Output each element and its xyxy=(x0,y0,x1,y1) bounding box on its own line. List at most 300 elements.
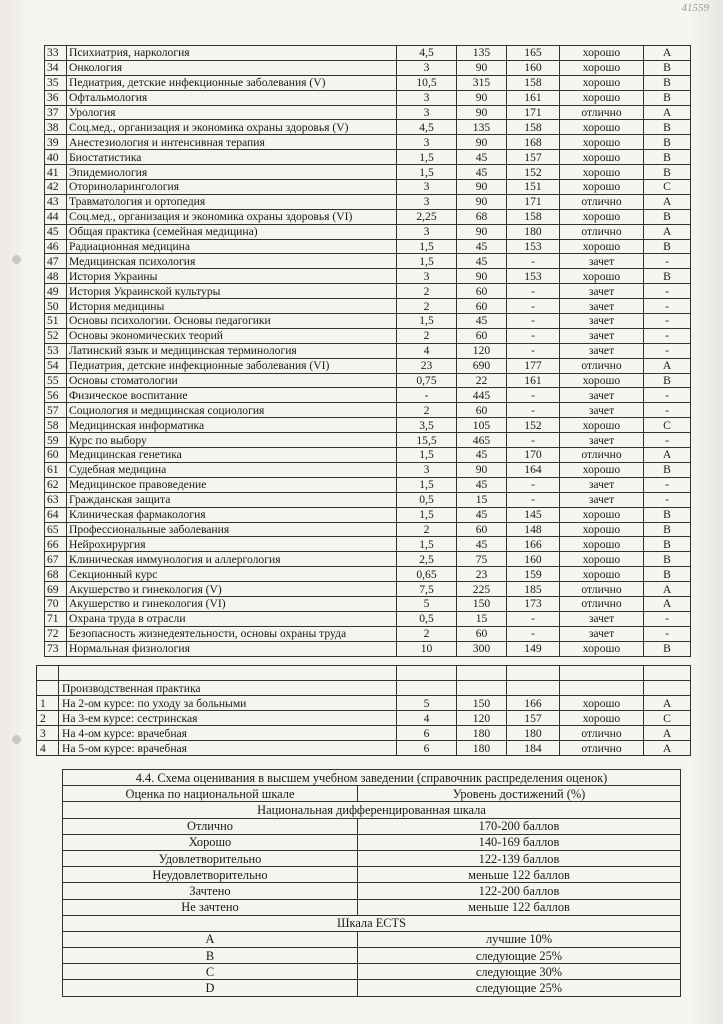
row-number: 56 xyxy=(45,388,67,403)
subject-name: Оториноларингология xyxy=(67,180,397,195)
subject-name: Общая практика (семейная медицина) xyxy=(67,224,397,239)
grade-cell: зачет xyxy=(560,328,644,343)
ects-cell: - xyxy=(644,328,691,343)
subject-name: На 3-ем курсе: сестринская xyxy=(59,711,397,726)
score-cell: 161 xyxy=(507,373,560,388)
score-cell: - xyxy=(507,314,560,329)
hours-cell: 45 xyxy=(457,477,507,492)
credits-cell: 2 xyxy=(397,403,457,418)
national-grade-row xyxy=(63,818,681,834)
subject-name: Педиатрия, детские инфекционные заболевания (VI) xyxy=(67,358,397,373)
score-cell: - xyxy=(507,433,560,448)
credits-cell: 3 xyxy=(397,180,457,195)
credits-cell: 3 xyxy=(397,90,457,105)
national-grade-row xyxy=(63,850,681,866)
ects-cell: A xyxy=(644,596,691,611)
grade-cell: хорошо xyxy=(560,537,644,552)
score-cell: 159 xyxy=(507,567,560,582)
ects-cell: - xyxy=(644,492,691,507)
row-number: 39 xyxy=(45,135,67,150)
grade-cell: хорошо xyxy=(560,711,644,726)
course-row xyxy=(45,105,691,120)
ects-cell: B xyxy=(644,522,691,537)
row-number: 69 xyxy=(45,582,67,597)
subject-name: Социология и медицинская социология xyxy=(67,403,397,418)
subject-name: Соц.мед., организация и экономика охраны здоровья (V) xyxy=(67,120,397,135)
grade-cell: хорошо xyxy=(560,60,644,75)
subject-name: Медицинская психология xyxy=(67,254,397,269)
score-cell: 171 xyxy=(507,194,560,209)
score-cell: 180 xyxy=(507,224,560,239)
subject-name: Офтальмология xyxy=(67,90,397,105)
credits-cell: 0,5 xyxy=(397,492,457,507)
course-row xyxy=(45,537,691,552)
credits-cell: 1,5 xyxy=(397,537,457,552)
course-row xyxy=(45,180,691,195)
subject-name: История медицины xyxy=(67,299,397,314)
grade-cell: зачет xyxy=(560,433,644,448)
credits-cell: 1,5 xyxy=(397,314,457,329)
ects-cell: - xyxy=(644,299,691,314)
ects-cell: A xyxy=(644,358,691,373)
grade-cell: хорошо xyxy=(560,46,644,61)
ects-cell: A xyxy=(644,224,691,239)
hours-cell: 45 xyxy=(457,448,507,463)
row-number: 40 xyxy=(45,150,67,165)
hours-cell: 300 xyxy=(457,641,507,656)
credits-cell: 1,5 xyxy=(397,477,457,492)
subject-name: Гражданская защита xyxy=(67,492,397,507)
subject-name: Медицинская информатика xyxy=(67,418,397,433)
grade-cell: отлично xyxy=(560,726,644,741)
course-row xyxy=(45,165,691,180)
hours-cell: 45 xyxy=(457,254,507,269)
course-row xyxy=(45,641,691,656)
hours-cell: 68 xyxy=(457,209,507,224)
credits-cell: 5 xyxy=(397,696,457,711)
course-row xyxy=(45,626,691,641)
national-scale-header: Национальная дифференцированная шкала xyxy=(63,802,681,818)
score-cell: 157 xyxy=(507,711,560,726)
course-row xyxy=(45,403,691,418)
credits-cell: 2 xyxy=(397,522,457,537)
hours-cell: 45 xyxy=(457,314,507,329)
ects-cell: - xyxy=(644,477,691,492)
score-cell: 160 xyxy=(507,552,560,567)
subject-name: Эпидемиология xyxy=(67,165,397,180)
credits-cell: 4 xyxy=(397,711,457,726)
corner-note: 41559 xyxy=(681,2,709,14)
ects-cell: - xyxy=(644,343,691,358)
practice-table xyxy=(36,665,691,756)
credits-cell: 3 xyxy=(397,224,457,239)
score-cell: - xyxy=(507,626,560,641)
grade-cell: отлично xyxy=(560,582,644,597)
credits-cell: 6 xyxy=(397,741,457,756)
course-row xyxy=(45,284,691,299)
score-cell: 166 xyxy=(507,696,560,711)
hours-cell: 120 xyxy=(457,343,507,358)
hours-cell: 445 xyxy=(457,388,507,403)
row-number: 65 xyxy=(45,522,67,537)
ects-cell: C xyxy=(644,418,691,433)
ects-cell: B xyxy=(644,90,691,105)
subject-name: Анестезиология и интенсивная терапия xyxy=(67,135,397,150)
row-number: 49 xyxy=(45,284,67,299)
grade-cell: хорошо xyxy=(560,507,644,522)
credits-cell: 1,5 xyxy=(397,448,457,463)
punch-hole xyxy=(12,735,21,744)
subject-name: Охрана труда в отрасли xyxy=(67,611,397,626)
row-number: 70 xyxy=(45,596,67,611)
hours-cell: 90 xyxy=(457,60,507,75)
grade-cell: отлично xyxy=(560,448,644,463)
row-number: 62 xyxy=(45,477,67,492)
credits-cell: 1,5 xyxy=(397,239,457,254)
credits-cell: 3 xyxy=(397,135,457,150)
ects-scale-header: Шкала ECTS xyxy=(63,915,681,931)
row-number: 57 xyxy=(45,403,67,418)
ects-cell: A xyxy=(644,696,691,711)
course-row xyxy=(45,552,691,567)
course-row xyxy=(45,343,691,358)
hours-cell: 45 xyxy=(457,165,507,180)
hours-cell: 15 xyxy=(457,611,507,626)
row-number: 68 xyxy=(45,567,67,582)
practice-row xyxy=(37,711,691,726)
grade-label: Удовлетворительно xyxy=(63,850,358,866)
score-cell: 158 xyxy=(507,209,560,224)
grade-range: меньше 122 баллов xyxy=(358,899,681,915)
course-row xyxy=(45,388,691,403)
course-row xyxy=(45,46,691,61)
course-row xyxy=(45,299,691,314)
credits-cell: 1,5 xyxy=(397,254,457,269)
credits-cell: 0,65 xyxy=(397,567,457,582)
practice-title-row xyxy=(37,681,691,696)
grade-cell: хорошо xyxy=(560,373,644,388)
score-cell: - xyxy=(507,403,560,418)
row-number: 41 xyxy=(45,165,67,180)
grade-cell: хорошо xyxy=(560,120,644,135)
subject-name: Медицинское правоведение xyxy=(67,477,397,492)
courses-table xyxy=(44,45,691,657)
ects-cell: B xyxy=(644,120,691,135)
grading-header-row xyxy=(63,786,681,802)
grading-title-row xyxy=(63,770,681,786)
course-row xyxy=(45,492,691,507)
subject-name: Радиационная медицина xyxy=(67,239,397,254)
ects-cell: A xyxy=(644,582,691,597)
grade-cell: хорошо xyxy=(560,696,644,711)
row-number: 36 xyxy=(45,90,67,105)
subject-name: Урология xyxy=(67,105,397,120)
ects-cell: - xyxy=(644,626,691,641)
national-scale-header-row xyxy=(63,802,681,818)
subject-name: Медицинская генетика xyxy=(67,448,397,463)
score-cell: - xyxy=(507,477,560,492)
course-row xyxy=(45,358,691,373)
ects-cell: B xyxy=(644,552,691,567)
credits-cell: 15,5 xyxy=(397,433,457,448)
national-grade-row xyxy=(63,899,681,915)
course-row xyxy=(45,507,691,522)
score-cell: 161 xyxy=(507,90,560,105)
hours-cell: 315 xyxy=(457,75,507,90)
score-cell: 151 xyxy=(507,180,560,195)
row-number: 33 xyxy=(45,46,67,61)
hours-cell: 690 xyxy=(457,358,507,373)
grade-cell: хорошо xyxy=(560,641,644,656)
credits-cell: 1,5 xyxy=(397,507,457,522)
score-cell: - xyxy=(507,328,560,343)
row-number: 63 xyxy=(45,492,67,507)
score-cell: 168 xyxy=(507,135,560,150)
score-cell: 170 xyxy=(507,448,560,463)
subject-name: Безопасность жизнедеятельности, основы охраны труда xyxy=(67,626,397,641)
blank-row xyxy=(37,666,691,681)
subject-name: Клиническая иммунология и аллергология xyxy=(67,552,397,567)
row-number: 66 xyxy=(45,537,67,552)
grading-scheme-table xyxy=(62,769,681,997)
course-row xyxy=(45,150,691,165)
hours-cell: 90 xyxy=(457,105,507,120)
ects-cell: - xyxy=(644,433,691,448)
grade-cell: зачет xyxy=(560,314,644,329)
hours-cell: 90 xyxy=(457,269,507,284)
grade-cell: хорошо xyxy=(560,269,644,284)
grade-cell: отлично xyxy=(560,105,644,120)
hours-cell: 23 xyxy=(457,567,507,582)
credits-cell: 1,5 xyxy=(397,165,457,180)
score-cell: 166 xyxy=(507,537,560,552)
grade-cell: хорошо xyxy=(560,522,644,537)
row-number: 35 xyxy=(45,75,67,90)
ects-cell: - xyxy=(644,388,691,403)
subject-name: История Украины xyxy=(67,269,397,284)
hours-cell: 90 xyxy=(457,462,507,477)
hours-cell: 15 xyxy=(457,492,507,507)
score-cell: - xyxy=(507,388,560,403)
row-number: 51 xyxy=(45,314,67,329)
ects-cell: - xyxy=(644,254,691,269)
ects-cell: B xyxy=(644,462,691,477)
credits-cell: 7,5 xyxy=(397,582,457,597)
grade-cell: зачет xyxy=(560,611,644,626)
row-number: 54 xyxy=(45,358,67,373)
grade-cell: зачет xyxy=(560,343,644,358)
score-cell: - xyxy=(507,611,560,626)
course-row xyxy=(45,448,691,463)
grade-label: Хорошо xyxy=(63,834,358,850)
grade-cell: отлично xyxy=(560,741,644,756)
subject-name: Физическое воспитание xyxy=(67,388,397,403)
hours-cell: 45 xyxy=(457,150,507,165)
row-number: 4 xyxy=(37,741,59,756)
subject-name: Педиатрия, детские инфекционные заболевания (V) xyxy=(67,75,397,90)
hours-cell: 150 xyxy=(457,696,507,711)
row-number: 73 xyxy=(45,641,67,656)
grade-range: 122-139 баллов xyxy=(358,850,681,866)
credits-cell: 3,5 xyxy=(397,418,457,433)
credits-cell: 4,5 xyxy=(397,120,457,135)
row-number: 71 xyxy=(45,611,67,626)
hours-cell: 225 xyxy=(457,582,507,597)
grade-cell: отлично xyxy=(560,358,644,373)
ects-label: A xyxy=(63,931,358,947)
score-cell: 185 xyxy=(507,582,560,597)
row-number: 42 xyxy=(45,180,67,195)
grade-cell: отлично xyxy=(560,224,644,239)
course-row xyxy=(45,328,691,343)
grade-range: 140-169 баллов xyxy=(358,834,681,850)
grade-cell: зачет xyxy=(560,299,644,314)
course-row xyxy=(45,209,691,224)
subject-name: На 5-ом курсе: врачебная xyxy=(59,741,397,756)
credits-cell: 4,5 xyxy=(397,46,457,61)
ects-range: следующие 30% xyxy=(358,964,681,980)
credits-cell: 1,5 xyxy=(397,150,457,165)
ects-cell: B xyxy=(644,165,691,180)
course-row xyxy=(45,120,691,135)
hours-cell: 45 xyxy=(457,239,507,254)
ects-cell: - xyxy=(644,284,691,299)
hours-cell: 60 xyxy=(457,626,507,641)
score-cell: 145 xyxy=(507,507,560,522)
grade-cell: хорошо xyxy=(560,239,644,254)
subject-name: Акушерство и гинекология (VI) xyxy=(67,596,397,611)
grade-cell: зачет xyxy=(560,254,644,269)
row-number: 3 xyxy=(37,726,59,741)
col-national-header: Оценка по национальной шкале xyxy=(63,786,358,802)
credits-cell: 6 xyxy=(397,726,457,741)
subject-name: Основы психологии. Основы педагогики xyxy=(67,314,397,329)
row-number: 2 xyxy=(37,711,59,726)
credits-cell: 3 xyxy=(397,269,457,284)
credits-cell: 2 xyxy=(397,299,457,314)
ects-grade-row xyxy=(63,964,681,980)
row-number: 67 xyxy=(45,552,67,567)
grade-cell: отлично xyxy=(560,194,644,209)
hours-cell: 180 xyxy=(457,726,507,741)
row-number: 72 xyxy=(45,626,67,641)
grade-cell: хорошо xyxy=(560,165,644,180)
grade-cell: хорошо xyxy=(560,567,644,582)
hours-cell: 120 xyxy=(457,711,507,726)
hours-cell: 90 xyxy=(457,90,507,105)
subject-name: История Украинской культуры xyxy=(67,284,397,299)
credits-cell: 23 xyxy=(397,358,457,373)
subject-name: Нормальная физиология xyxy=(67,641,397,656)
score-cell: 153 xyxy=(507,269,560,284)
grade-label: Не зачтено xyxy=(63,899,358,915)
course-row xyxy=(45,269,691,284)
credits-cell: 3 xyxy=(397,462,457,477)
row-number: 1 xyxy=(37,696,59,711)
grade-cell: хорошо xyxy=(560,552,644,567)
ects-cell: B xyxy=(644,507,691,522)
hours-cell: 135 xyxy=(457,120,507,135)
score-cell: 158 xyxy=(507,120,560,135)
hours-cell: 60 xyxy=(457,299,507,314)
subject-name: Клиническая фармакология xyxy=(67,507,397,522)
course-row xyxy=(45,75,691,90)
row-number: 38 xyxy=(45,120,67,135)
ects-range: следующие 25% xyxy=(358,980,681,996)
credits-cell: 3 xyxy=(397,105,457,120)
practice-row xyxy=(37,726,691,741)
course-row xyxy=(45,60,691,75)
ects-label: B xyxy=(63,948,358,964)
national-grade-row xyxy=(63,883,681,899)
ects-range: следующие 25% xyxy=(358,948,681,964)
ects-grade-row xyxy=(63,931,681,947)
ects-cell: A xyxy=(644,105,691,120)
subject-name: Соц.мед., организация и экономика охраны здоровья (VI) xyxy=(67,209,397,224)
grade-label: Отлично xyxy=(63,818,358,834)
score-cell: 149 xyxy=(507,641,560,656)
grade-cell: зачет xyxy=(560,492,644,507)
subject-name: Биостатистика xyxy=(67,150,397,165)
grade-label: Зачтено xyxy=(63,883,358,899)
ects-cell: B xyxy=(644,135,691,150)
credits-cell: 10,5 xyxy=(397,75,457,90)
score-cell: 164 xyxy=(507,462,560,477)
grade-cell: хорошо xyxy=(560,180,644,195)
hours-cell: 45 xyxy=(457,507,507,522)
credits-cell: 2 xyxy=(397,284,457,299)
grading-title: 4.4. Схема оценивания в высшем учебном заведении (справочник распределения оценок) xyxy=(63,770,681,786)
row-number: 61 xyxy=(45,462,67,477)
credits-cell: 0,5 xyxy=(397,611,457,626)
credits-cell: 3 xyxy=(397,194,457,209)
ects-cell: B xyxy=(644,373,691,388)
score-cell: 160 xyxy=(507,60,560,75)
subject-name: Основы стоматологии xyxy=(67,373,397,388)
row-number: 34 xyxy=(45,60,67,75)
ects-cell: B xyxy=(644,60,691,75)
ects-cell: B xyxy=(644,239,691,254)
subject-name: Секционный курс xyxy=(67,567,397,582)
score-cell: 180 xyxy=(507,726,560,741)
hours-cell: 90 xyxy=(457,224,507,239)
hours-cell: 90 xyxy=(457,135,507,150)
national-grade-row xyxy=(63,834,681,850)
credits-cell: 0,75 xyxy=(397,373,457,388)
grade-cell: хорошо xyxy=(560,462,644,477)
row-number: 47 xyxy=(45,254,67,269)
hours-cell: 60 xyxy=(457,284,507,299)
grade-range: меньше 122 баллов xyxy=(358,867,681,883)
subject-name: Профессиональные заболевания xyxy=(67,522,397,537)
ects-cell: B xyxy=(644,567,691,582)
subject-name: Основы экономических теорий xyxy=(67,328,397,343)
ects-label: C xyxy=(63,964,358,980)
score-cell: - xyxy=(507,284,560,299)
subject-name: Судебная медицина xyxy=(67,462,397,477)
practice-title: Производственная практика xyxy=(59,681,397,696)
credits-cell: 2,5 xyxy=(397,552,457,567)
ects-cell: B xyxy=(644,75,691,90)
ects-cell: A xyxy=(644,194,691,209)
credits-cell: 2 xyxy=(397,626,457,641)
punch-hole xyxy=(12,255,21,264)
score-cell: 177 xyxy=(507,358,560,373)
ects-cell: - xyxy=(644,611,691,626)
hours-cell: 180 xyxy=(457,741,507,756)
course-row xyxy=(45,224,691,239)
grade-cell: хорошо xyxy=(560,135,644,150)
